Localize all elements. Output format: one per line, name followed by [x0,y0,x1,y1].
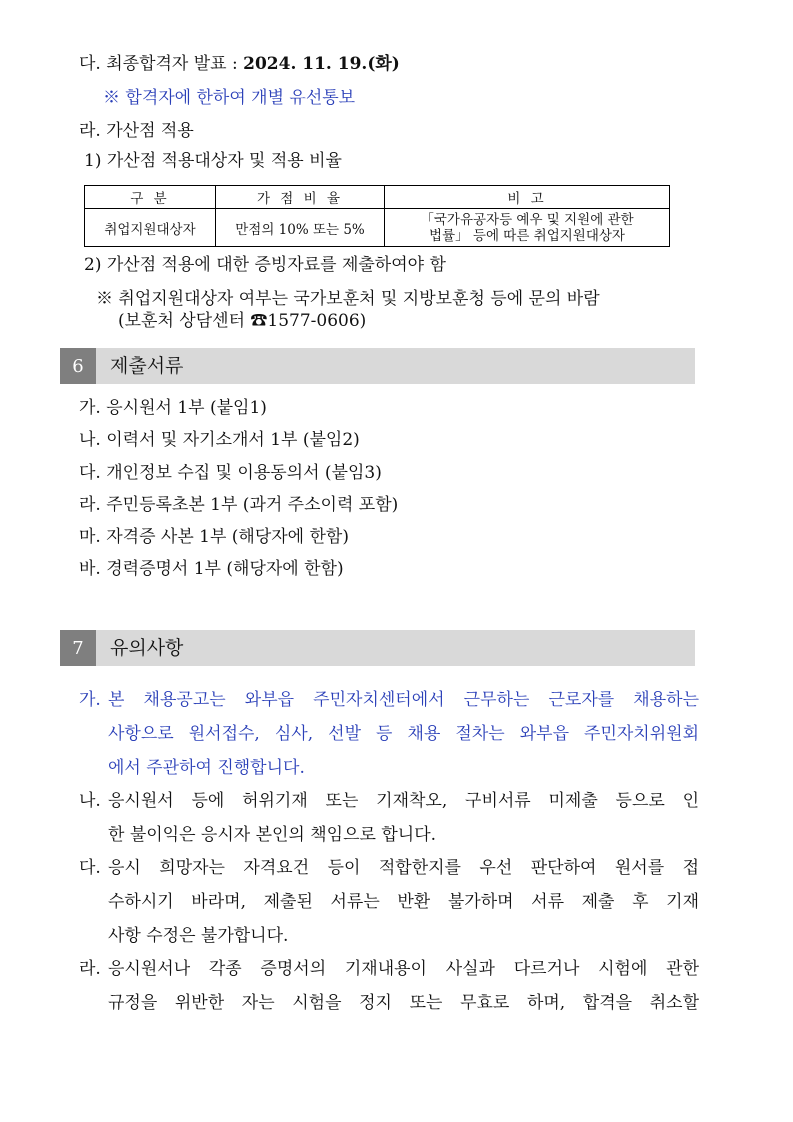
section-heading-notices [60,630,695,666]
notice-label: 라. [79,959,101,979]
notice-line: 응시 희망자는 자격요건 등이 적합한지를 우선 판단하여 원서를 접 [108,858,699,878]
notice-label: 가. [79,690,101,710]
section-title: 유의사항 [110,637,184,659]
inquiry-contact: (보훈처 상담센터 ☎1577-0606) [118,311,367,331]
bonus-points-table [84,185,670,247]
announcement-date: 2024. 11. 19.(화) [243,54,400,74]
table-cell-category: 취업지원대상자 [85,209,216,247]
section-number: 6 [60,348,96,384]
notice-line: 규정을 위반한 자는 시험을 정지 또는 무효로 하며, 합격을 취소할 [108,993,699,1013]
notice-item [79,683,699,785]
list-item: 다. 개인정보 수집 및 이용동의서 (붙임3) [79,463,382,483]
list-item: 가. 응시원서 1부 (붙임1) [79,398,267,418]
table-cell-ratio: 만점의 10% 또는 5% [216,209,385,247]
section-heading-documents [60,348,695,384]
notice-line: 사항으로 원서접수, 심사, 선발 등 채용 절차는 와부읍 주민자치위원회 [108,724,699,744]
notice-item [79,851,699,953]
notice-line: 응시원서나 각종 증명서의 기재내용이 사실과 다르거나 시험에 관한 [108,959,699,979]
table-header-row [85,186,670,209]
table-header-note: 비 고 [385,186,670,209]
section-title: 제출서류 [110,355,184,377]
notice-line: 에서 주관하여 진행합니다. [108,758,305,778]
section-number: 7 [60,630,96,666]
table-header-ratio: 가 점 비 율 [216,186,385,209]
notice-line: 사항 수정은 불가합니다. [108,926,289,946]
list-item: 라. 주민등록초본 1부 (과거 주소이력 포함) [79,495,399,515]
announcement-note: ※ 합격자에 한하여 개별 유선통보 [103,88,356,108]
notice-line: 본 채용공고는 와부읍 주민자치센터에서 근무하는 근로자를 채용하는 [108,690,699,710]
table-cell-note [385,209,670,247]
list-item: 바. 경력증명서 1부 (해당자에 한함) [79,559,344,579]
table-note-line: 법률」 등에 따른 취업지원대상자 [429,227,625,244]
notice-line: 한 불이익은 응시자 본인의 책임으로 합니다. [108,825,437,845]
notice-label: 나. [79,791,101,811]
notice-label: 다. [79,858,101,878]
bonus-points-heading: 라. 가산점 적용 [79,121,194,141]
notice-item [79,784,699,852]
notice-line: 응시원서 등에 허위기재 또는 기재착오, 구비서류 미제출 등으로 인 [108,791,699,811]
list-item: 나. 이력서 및 자기소개서 1부 (붙임2) [79,430,360,450]
announcement-date-line [79,53,400,75]
inquiry-note: ※ 취업지원대상자 여부는 국가보훈처 및 지방보훈청 등에 문의 바람 [96,289,600,309]
table-note-line: 「국가유공자등 예우 및 지원에 관한 [420,211,634,228]
announcement-label: 다. 최종합격자 발표 : [79,54,244,74]
bonus-target-item: 1) 가산점 적용대상자 및 적용 비율 [84,151,342,171]
evidence-item: 2) 가산점 적용에 대한 증빙자료를 제출하여야 함 [84,255,446,275]
list-item: 마. 자격증 사본 1부 (해당자에 한함) [79,527,349,547]
table-header-category: 구 분 [85,186,216,209]
table-row [85,209,670,247]
notice-item [79,952,699,1020]
notice-line: 수하시기 바라며, 제출된 서류는 반환 불가하며 서류 제출 후 기재 [108,892,699,912]
